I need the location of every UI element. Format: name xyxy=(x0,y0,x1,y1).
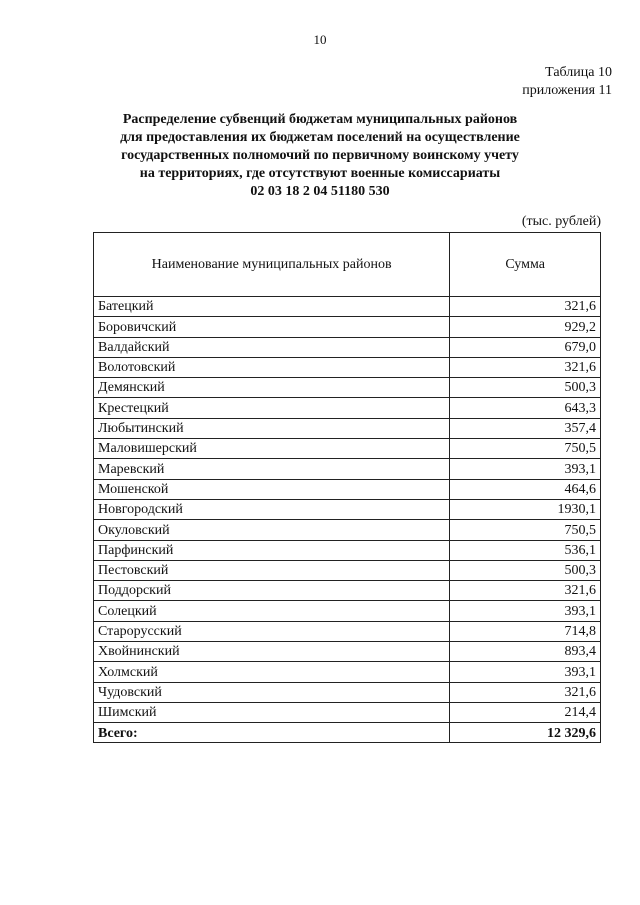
district-name: Новгородский xyxy=(94,499,450,519)
table-caption-line: Таблица 10 xyxy=(545,65,612,80)
document-title xyxy=(40,111,600,201)
district-name: Пестовский xyxy=(94,560,450,580)
district-name: Чудовский xyxy=(94,682,450,702)
district-sum: 393,1 xyxy=(450,459,601,479)
district-name: Батецкий xyxy=(94,297,450,317)
district-name: Холмский xyxy=(94,662,450,682)
table-caption-line: приложения 11 xyxy=(522,83,612,98)
table-row xyxy=(94,682,601,702)
page-number: 10 xyxy=(313,32,327,47)
district-sum: 643,3 xyxy=(450,398,601,418)
district-sum: 321,6 xyxy=(450,297,601,317)
district-sum: 357,4 xyxy=(450,418,601,438)
title-line: Распределение субвенций бюджетам муниципальных районов xyxy=(122,112,518,127)
district-name: Любытинский xyxy=(94,418,450,438)
table-row xyxy=(94,337,601,357)
table-row xyxy=(94,642,601,662)
title-line: на территориях, где отсутствуют военные комиссариаты xyxy=(139,166,501,181)
district-name: Маревский xyxy=(94,459,450,479)
district-sum: 750,5 xyxy=(450,439,601,459)
district-sum: 214,4 xyxy=(450,702,601,722)
district-sum: 929,2 xyxy=(450,317,601,337)
district-sum: 500,3 xyxy=(450,560,601,580)
district-name: Шимский xyxy=(94,702,450,722)
subvention-table xyxy=(93,232,601,743)
district-name: Старорусский xyxy=(94,621,450,641)
total-row xyxy=(94,723,601,743)
district-sum: 321,6 xyxy=(450,581,601,601)
table-row xyxy=(94,317,601,337)
district-sum: 536,1 xyxy=(450,540,601,560)
units-label: (тыс. рублей) xyxy=(521,214,601,229)
district-name: Поддорский xyxy=(94,581,450,601)
district-name: Крестецкий xyxy=(94,398,450,418)
table-row xyxy=(94,601,601,621)
table-row xyxy=(94,357,601,377)
table-row xyxy=(94,378,601,398)
district-sum: 714,8 xyxy=(450,621,601,641)
header-sum: Сумма xyxy=(450,233,601,297)
total-label: Всего: xyxy=(94,723,450,743)
district-sum: 1930,1 xyxy=(450,499,601,519)
district-name: Маловишерский xyxy=(94,439,450,459)
table-row xyxy=(94,662,601,682)
total-sum: 12 329,6 xyxy=(450,723,601,743)
district-sum: 679,0 xyxy=(450,337,601,357)
district-sum: 893,4 xyxy=(450,642,601,662)
table-row xyxy=(94,439,601,459)
table-row xyxy=(94,459,601,479)
district-sum: 393,1 xyxy=(450,601,601,621)
district-name: Хвойнинский xyxy=(94,642,450,662)
header-name: Наименование муниципальных районов xyxy=(94,233,450,297)
table-row xyxy=(94,398,601,418)
table-row xyxy=(94,520,601,540)
table-row xyxy=(94,560,601,580)
district-name: Демянский xyxy=(94,378,450,398)
table-row xyxy=(94,479,601,499)
district-sum: 321,6 xyxy=(450,357,601,377)
district-sum: 321,6 xyxy=(450,682,601,702)
table-row xyxy=(94,297,601,317)
district-sum: 393,1 xyxy=(450,662,601,682)
district-sum: 500,3 xyxy=(450,378,601,398)
table-row xyxy=(94,702,601,722)
district-name: Волотовский xyxy=(94,357,450,377)
district-name: Парфинский xyxy=(94,540,450,560)
table-row xyxy=(94,540,601,560)
district-name: Боровичский xyxy=(94,317,450,337)
table-caption xyxy=(522,64,612,100)
table-row xyxy=(94,621,601,641)
budget-code: 02 03 18 2 04 51180 530 xyxy=(250,184,390,199)
table-row xyxy=(94,418,601,438)
district-name: Мошенской xyxy=(94,479,450,499)
title-line: государственных полномочий по первичному воинскому учету xyxy=(121,148,519,163)
district-sum: 750,5 xyxy=(450,520,601,540)
table-header-row xyxy=(94,233,601,297)
district-name: Валдайский xyxy=(94,337,450,357)
district-name: Солецкий xyxy=(94,601,450,621)
table-row xyxy=(94,499,601,519)
district-name: Окуловский xyxy=(94,520,450,540)
district-sum: 464,6 xyxy=(450,479,601,499)
title-line: для предоставления их бюджетам поселений на осуществление xyxy=(120,130,520,145)
table-row xyxy=(94,581,601,601)
